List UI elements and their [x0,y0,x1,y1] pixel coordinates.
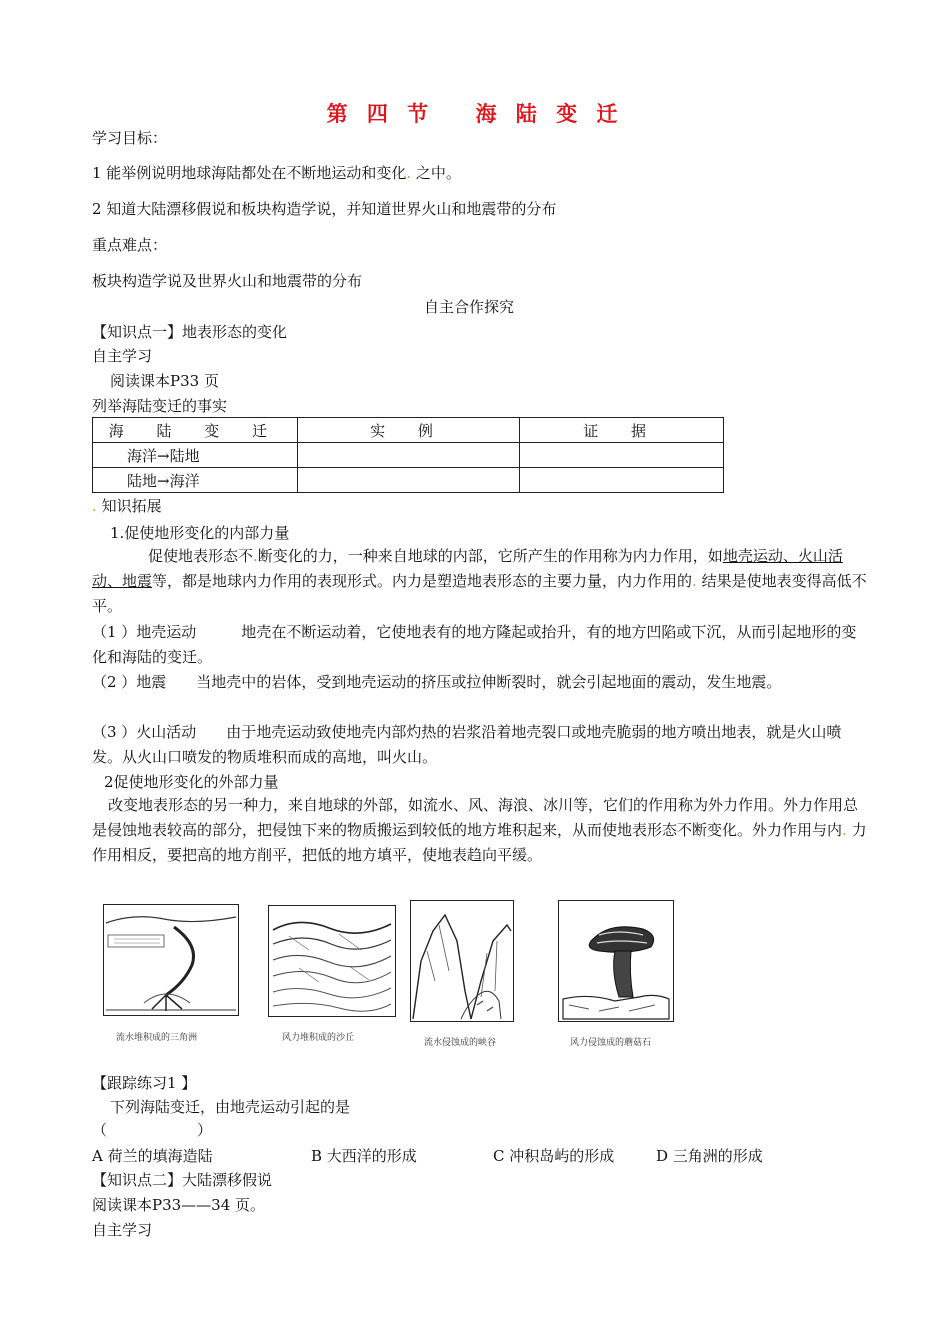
sea-land-table [92,417,724,493]
table-cell[interactable] [520,468,724,493]
figure-caption: 流水侵蚀成的峡谷 [424,1038,497,1048]
outer-force-paragraph: 改变地表形态的另一种力，来自地球的外部，如流水、风、海浪、冰川等，它们的作用称为外力作用。外力作用总是侵蚀地表较高的部分，把侵蚀下来的物质搬运到较低的地方堆积起来，从而使地表形态不断变化。外力作用与内. 力作用相反，要把高的地方削平，把低的地方填平，使地表趋向平缓。 [92,796,867,864]
list-facts-label: 列举海陆变迁的事实 [92,397,228,415]
answer-parentheses[interactable]: （ ） [92,1121,213,1139]
key-text: 板块构造学说及世界火山和地震带的分布 [92,272,363,290]
outer-force-title: 2促使地形变化的外部力量 [104,773,279,791]
table-header: 证 据 [520,418,724,443]
reading-instruction-2: 阅读课本P33——34 页。 [92,1196,266,1214]
table-header: 海 陆 变 迁 [93,418,298,443]
option-b[interactable]: B 大西洋的形成 [311,1147,417,1165]
section-heading: 自主合作探究 [424,298,515,316]
exercise-1-question: 下列海陆变迁，由地壳运动引起的是 [110,1098,351,1116]
table-row [93,468,724,493]
table-cell: 陆地→海洋 [93,468,298,493]
inner-force-paragraph: 促使地表形态不.断变化的力，一种来自地球的内部，它所产生的作用称为内力作用，如地壳运动、火山活动、地震等，都是地球内力作用的表现形式。内力是塑造地表形态的主要力量，内力作用的. 结果是使地表变得高低不平。 [92,547,867,615]
extension-label: . 知识拓展 [92,497,162,515]
mushroom-rock-illustration [558,900,674,1022]
goal-2: 2 知道大陆漂移假说和板块构造学说，并知道世界火山和地震带的分布 [92,200,557,218]
section-name: 海 陆 变 迁 [475,101,624,126]
table-row [93,443,724,468]
crust-movement-item: （1 ）地壳运动 地壳在不断运动着，它使地表有的地方隆起或抬升，有的地方凹陷或下沉，从而引起地形的变化和海陆的变迁。 [92,623,857,666]
volcano-item: （3 ）火山活动 由于地壳运动致使地壳内部灼热的岩浆沿着地壳裂口或地壳脆弱的地方喷出地表，就是火山喷发。从火山口喷发的物质堆积而成的高地，叫火山。 [92,723,842,766]
canyon-illustration [410,900,514,1022]
reading-instruction: 阅读课本P33 页 [110,372,219,390]
option-a[interactable]: A 荷兰的填海造陆 [92,1147,213,1165]
page-title [0,98,950,128]
knowledge-point-2: 【知识点二】大陆漂移假说 [92,1171,273,1189]
inner-force-title: 1.促使地形变化的内部力量 [110,524,290,542]
table-header: 实 例 [297,418,520,443]
table-cell[interactable] [297,468,520,493]
goal-1: 1 能举例说明地球海陆都处在不断地运动和变化. 之中。 [92,164,461,182]
option-c[interactable]: C 冲积岛屿的形成 [493,1147,615,1165]
figure-caption: 风力堆积成的沙丘 [282,1033,355,1043]
goals-label: 学习目标： [92,129,168,147]
table-cell[interactable] [520,443,724,468]
self-study-label: 自主学习 [92,347,153,365]
dune-illustration [268,905,396,1017]
self-study-label-2: 自主学习 [92,1221,153,1239]
key-label: 重点难点： [92,236,168,254]
table-cell[interactable] [297,443,520,468]
delta-illustration [103,904,239,1016]
figure-caption: 流水堆积成的三角洲 [116,1033,198,1043]
earthquake-item: （2 ）地震 当地壳中的岩体，受到地壳运动的挤压或拉伸断裂时，就会引起地面的震动，发生地震。 [92,673,782,691]
figure-caption: 风力侵蚀成的蘑菇石 [570,1038,652,1048]
table-header-row [93,418,724,443]
table-cell: 海洋→陆地 [93,443,298,468]
section-number: 第 四 节 [326,101,435,126]
option-d[interactable]: D 三角洲的形成 [656,1147,763,1165]
knowledge-point-1: 【知识点一】地表形态的变化 [92,323,288,341]
exercise-1-title: 【跟踪练习1 】 [92,1074,197,1092]
